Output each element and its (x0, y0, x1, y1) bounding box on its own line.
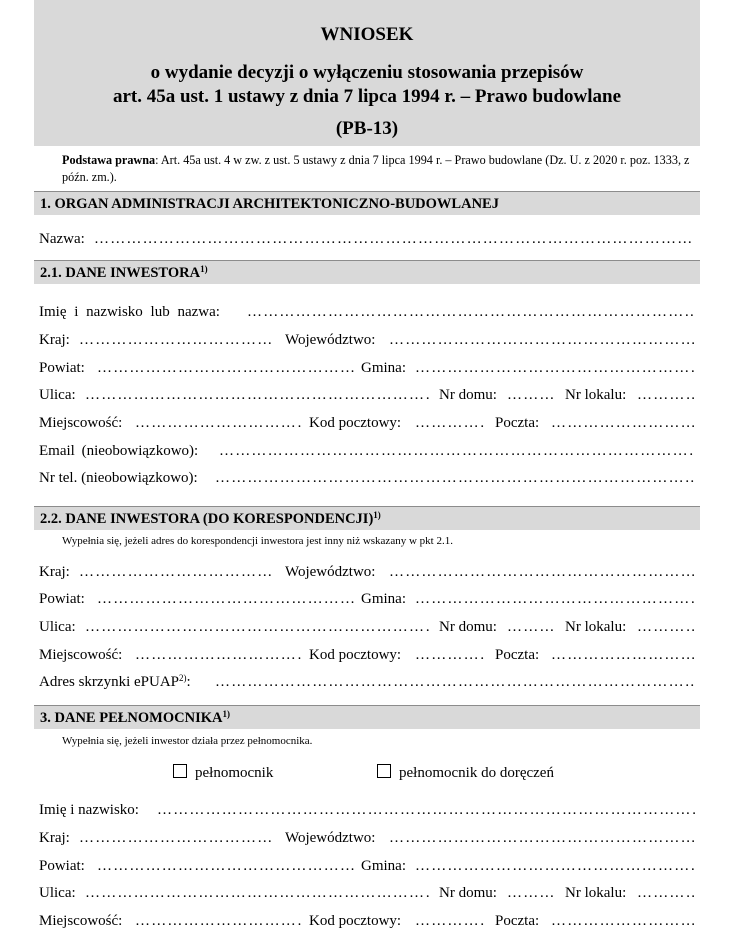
corr-postcode-label: Kod pocztowy: (309, 647, 402, 663)
investor-post-field[interactable] (551, 414, 695, 432)
investor-district-row (39, 359, 695, 377)
proxy-voivodeship-label: Województwo: (285, 830, 376, 846)
investor-phone-label: Nr tel. (nieobowiązkowo): (39, 470, 198, 486)
form-code: (PB-13) (335, 118, 399, 139)
investor-postcode-label: Kod pocztowy: (309, 415, 402, 431)
proxy-city-row (39, 912, 695, 930)
investor-street-row (39, 386, 695, 404)
legal-basis (62, 152, 698, 186)
delivery-attorney-option[interactable] (377, 764, 554, 782)
corr-epuap-field[interactable] (215, 673, 695, 691)
corr-city-field[interactable] (135, 646, 303, 664)
corr-street-row (39, 618, 695, 636)
corr-epuap-colon: : (186, 674, 191, 690)
corr-country-row (39, 563, 695, 581)
section-2-1-title: 2.1. DANE INWESTORA (40, 265, 201, 281)
attorney-checkbox[interactable] (173, 764, 187, 778)
section-2-2-header (34, 506, 700, 530)
corr-epuap-footnote: 2) (179, 673, 187, 683)
proxy-postcode-field[interactable] (415, 912, 485, 930)
corr-voivodeship-field[interactable] (389, 563, 695, 581)
corr-street-field[interactable] (85, 618, 431, 636)
attorney-option[interactable] (173, 764, 273, 782)
investor-postcode-field[interactable] (415, 414, 485, 432)
corr-apartment-label: Nr lokalu: (565, 619, 627, 635)
corr-epuap-row (39, 673, 695, 691)
investor-apartment-field[interactable] (637, 386, 695, 404)
section-3-footnote: 1) (222, 709, 230, 719)
proxy-street-field[interactable] (85, 884, 431, 902)
investor-country-row (39, 331, 695, 349)
investor-city-label: Miejscowość: (39, 415, 123, 431)
corr-house-label: Nr domu: (439, 619, 497, 635)
investor-house-label: Nr domu: (439, 387, 497, 403)
corr-postcode-field[interactable] (415, 646, 485, 664)
investor-house-field[interactable] (507, 386, 557, 404)
investor-name-field[interactable] (247, 303, 695, 321)
investor-email-row (39, 442, 695, 460)
proxy-house-label: Nr domu: (439, 885, 497, 901)
form-subtitle-line2: art. 45a ust. 1 ustawy z dnia 7 lipca 1994 r. – Prawo budowlane (112, 86, 622, 107)
investor-post-label: Poczta: (495, 415, 540, 431)
investor-email-label: Email (nieobowiązkowo): (39, 443, 199, 459)
investor-city-field[interactable] (135, 414, 303, 432)
authority-name-row (39, 230, 695, 248)
proxy-street-label: Ulica: (39, 885, 76, 901)
corr-house-field[interactable] (507, 618, 557, 636)
authority-name-field[interactable] (94, 230, 695, 248)
proxy-house-field[interactable] (507, 884, 557, 902)
proxy-postcode-label: Kod pocztowy: (309, 913, 402, 929)
proxy-voivodeship-field[interactable] (389, 829, 695, 847)
investor-city-row (39, 414, 695, 432)
authority-name-label: Nazwa: (39, 231, 85, 247)
attorney-option-label: pełnomocnik (195, 765, 274, 781)
proxy-commune-label: Gmina: (361, 858, 406, 874)
corr-commune-field[interactable] (415, 590, 695, 608)
proxy-district-row (39, 857, 695, 875)
corr-post-label: Poczta: (495, 647, 540, 663)
corr-country-label: Kraj: (39, 564, 70, 580)
legal-basis-label: Podstawa prawna (62, 153, 156, 167)
investor-phone-row (39, 469, 695, 487)
investor-phone-field[interactable] (215, 469, 695, 487)
proxy-street-row (39, 884, 695, 902)
investor-name-row (39, 303, 695, 321)
section-2-1-header (34, 260, 700, 284)
section-1-header (34, 191, 700, 215)
corr-epuap-label-text: Adres skrzynki ePUAP (39, 674, 179, 690)
investor-commune-label: Gmina: (361, 360, 406, 376)
form-title: WNIOSEK (320, 24, 414, 45)
proxy-city-field[interactable] (135, 912, 303, 930)
proxy-post-field[interactable] (551, 912, 695, 930)
investor-name-label: Imię i nazwisko lub nazwa: (39, 304, 220, 320)
investor-voivodeship-label: Województwo: (285, 332, 376, 348)
investor-apartment-label: Nr lokalu: (565, 387, 627, 403)
proxy-name-field[interactable] (157, 801, 695, 819)
corr-street-label: Ulica: (39, 619, 76, 635)
proxy-commune-field[interactable] (415, 857, 695, 875)
proxy-district-field[interactable] (97, 857, 357, 875)
delivery-attorney-checkbox[interactable] (377, 764, 391, 778)
proxy-country-row (39, 829, 695, 847)
proxy-city-label: Miejscowość: (39, 913, 123, 929)
corr-apartment-field[interactable] (637, 618, 695, 636)
proxy-apartment-field[interactable] (637, 884, 695, 902)
proxy-district-label: Powiat: (39, 858, 85, 874)
section-2-1-footnote: 1) (200, 264, 208, 274)
corr-district-field[interactable] (97, 590, 357, 608)
corr-post-field[interactable] (551, 646, 695, 664)
corr-voivodeship-label: Województwo: (285, 564, 376, 580)
form-header (34, 0, 700, 146)
delivery-attorney-option-label: pełnomocnik do doręczeń (399, 765, 554, 781)
investor-email-field[interactable] (219, 442, 695, 460)
section-3-title: 3. DANE PEŁNOMOCNIKA (40, 710, 223, 726)
corr-commune-label: Gmina: (361, 591, 406, 607)
corr-district-label: Powiat: (39, 591, 85, 607)
section-3-header (34, 705, 700, 729)
investor-district-field[interactable] (97, 359, 357, 377)
proxy-country-label: Kraj: (39, 830, 70, 846)
corr-city-row (39, 646, 695, 664)
proxy-country-field[interactable] (79, 829, 275, 847)
section-2-2-footnote: 1) (373, 510, 381, 520)
corr-district-row (39, 590, 695, 608)
corr-city-label: Miejscowość: (39, 647, 123, 663)
section-2-2-note: Wypełnia się, jeżeli adres do korespondencji inwestora jest inny niż wskazany w pkt 2.1. (62, 535, 453, 547)
form-subtitle-line1: o wydanie decyzji o wyłączeniu stosowania przepisów (150, 62, 584, 83)
proxy-name-row (39, 801, 695, 819)
investor-street-field[interactable] (85, 386, 431, 404)
corr-epuap-label (39, 673, 191, 691)
proxy-apartment-label: Nr lokalu: (565, 885, 627, 901)
investor-commune-field[interactable] (415, 359, 695, 377)
investor-country-field[interactable] (79, 331, 275, 349)
investor-district-label: Powiat: (39, 360, 85, 376)
investor-voivodeship-field[interactable] (389, 331, 695, 349)
legal-basis-text: : Art. 45a ust. 4 w zw. z ust. 5 ustawy z dnia 7 lipca 1994 r. – Prawo budowlane (Dz. U. z 2020 r. poz. 1333, z późn. zm.). (62, 153, 690, 184)
section-2-2-title: 2.2. DANE INWESTORA (DO KORESPONDENCJI) (40, 511, 374, 527)
proxy-name-label: Imię i nazwisko: (39, 802, 139, 818)
investor-street-label: Ulica: (39, 387, 76, 403)
proxy-post-label: Poczta: (495, 913, 540, 929)
investor-country-label: Kraj: (39, 332, 70, 348)
section-1-title: 1. ORGAN ADMINISTRACJI ARCHITEKTONICZNO-BUDOWLANEJ (40, 196, 499, 212)
section-3-note: Wypełnia się, jeżeli inwestor działa przez pełnomocnika. (62, 735, 313, 747)
corr-country-field[interactable] (79, 563, 275, 581)
